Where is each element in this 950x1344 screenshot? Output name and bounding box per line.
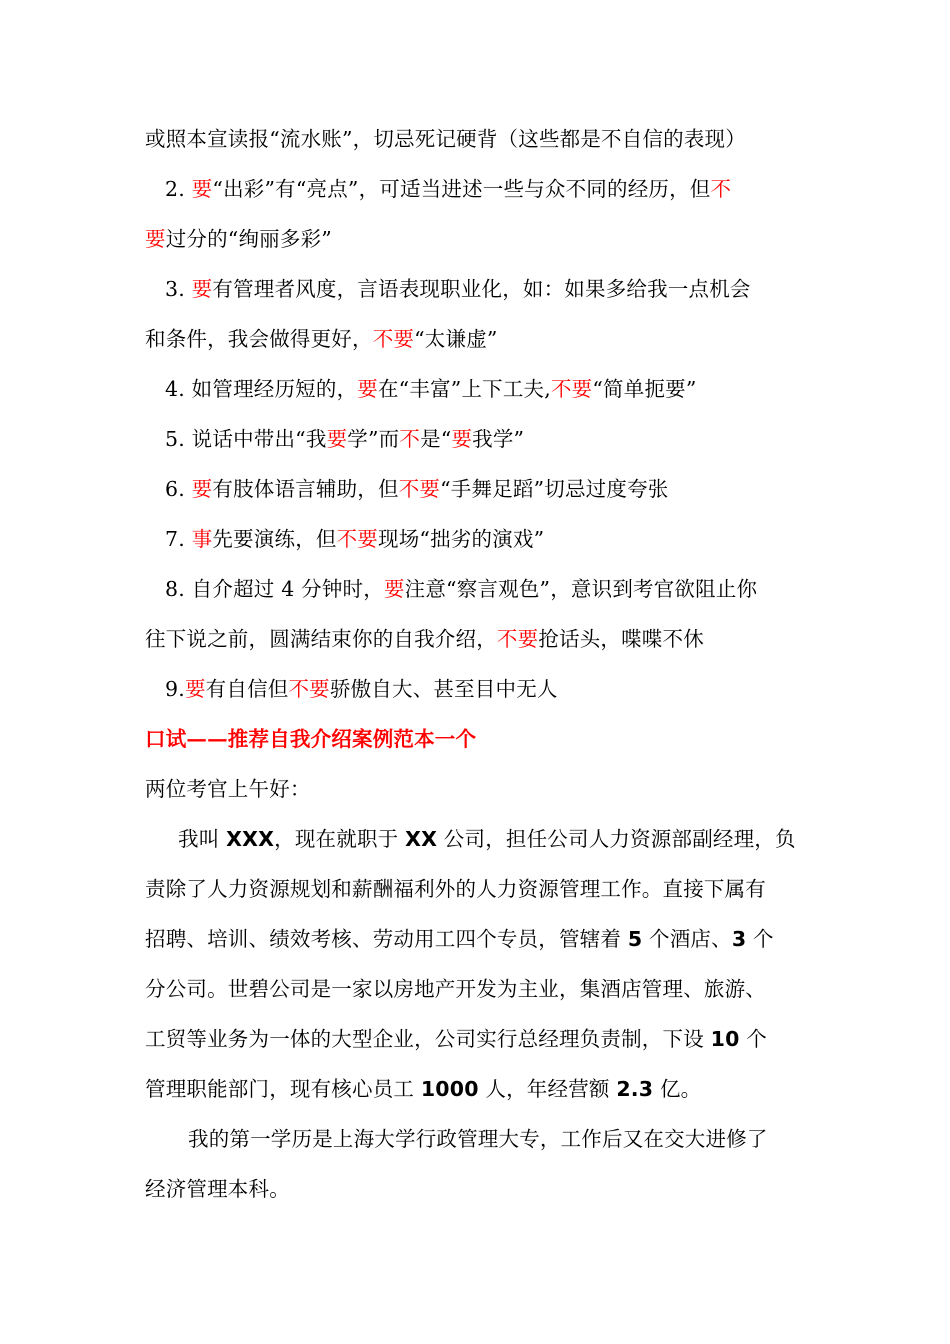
text-span: 我的第一学历是上海大学行政管理大专，工作后又在交大进修了: [188, 1127, 768, 1151]
text-span: 5. 说话中带出“我: [165, 427, 327, 451]
paragraph-1-line-4: [145, 974, 815, 1004]
list-item-9: [165, 674, 835, 704]
text-span: 亿。: [653, 1077, 702, 1101]
text-span: 4. 如管理经历短的，: [165, 377, 358, 401]
text-span: 在“丰富”上下工夫,: [377, 377, 551, 401]
list-item-8: [165, 574, 835, 604]
text-span: 我叫: [178, 827, 227, 851]
list-item-3: [165, 274, 835, 304]
paragraph-1-line-2: [145, 874, 815, 904]
emphasis-text: 要: [451, 427, 473, 451]
text-span: 先要演练，但: [212, 527, 337, 551]
text-line-continuation: [145, 224, 815, 254]
text-span: 现场“拙劣的演戏”: [378, 527, 545, 551]
text-line-1: [145, 124, 815, 154]
text-span: 学”而: [347, 427, 400, 451]
text-line-continuation: [145, 324, 815, 354]
bold-text: 10: [710, 1027, 740, 1051]
paragraph-2-line-1: [188, 1124, 818, 1154]
bold-text: 1000: [420, 1077, 479, 1101]
text-span: ，现在就职于: [274, 827, 406, 851]
text-span: 经济管理本科。: [145, 1177, 290, 1201]
text-span: 工贸等业务为一体的大型企业，公司实行总经理负责制，下设: [145, 1027, 711, 1051]
text-span: 或照本宣读报“流水账”，切忌死记硬背（这些都是不自信的表现）: [145, 127, 746, 151]
paragraph-1-line-1: [178, 824, 818, 854]
emphasis-text: 要: [326, 427, 348, 451]
list-item-5: [165, 424, 835, 454]
text-span: 人，年经营额: [478, 1077, 617, 1101]
list-item-6: [165, 474, 835, 504]
emphasis-text: 要: [191, 477, 213, 501]
text-span: 骄傲自大、甚至目中无人: [329, 677, 558, 701]
text-span: “手舞足蹈”切忌过度夸张: [440, 477, 669, 501]
list-number: 3.: [165, 277, 192, 301]
text-span: “出彩”有“亮点”，可适当进述一些与众不同的经历，但: [212, 177, 711, 201]
emphasis-text: 不要: [336, 527, 378, 551]
list-number: 2.: [165, 177, 192, 201]
emphasis-text: 不要: [398, 477, 441, 501]
emphasis-text: 不要: [372, 327, 415, 351]
emphasis-text: 不: [710, 177, 732, 201]
section-heading: [145, 724, 815, 754]
text-span: 责除了人力资源规划和薪酬福利外的人力资源管理工作。直接下属有: [145, 877, 766, 901]
paragraph-1-line-3: [145, 924, 815, 954]
list-number: 7.: [165, 527, 192, 551]
text-span: 两位考官上午好：: [145, 777, 311, 801]
text-span: 个: [746, 927, 774, 951]
text-span: “太谦虚”: [414, 327, 498, 351]
text-span: 注意“察言观色”，意识到考官欲阻止你: [404, 577, 758, 601]
heading-text: 口试——推荐自我介绍案例范本一个: [145, 727, 477, 751]
list-number: 9.: [165, 677, 185, 701]
emphasis-text: 要: [145, 227, 166, 251]
text-span: 有管理者风度，言语表现职业化，如：如果多给我一点机会: [212, 277, 751, 301]
text-span: 往下说之前，圆满结束你的自我介绍，: [145, 627, 497, 651]
emphasis-text: 要: [357, 377, 378, 401]
emphasis-text: 要: [184, 677, 206, 701]
bold-text: 2.3: [616, 1077, 654, 1101]
emphasis-text: 不要: [288, 677, 330, 701]
text-span: 有自信但: [205, 677, 289, 701]
paragraph-1-line-5: [145, 1024, 815, 1054]
text-span: 过分的“绚丽多彩”: [165, 227, 332, 251]
emphasis-text: 不要: [550, 377, 593, 401]
list-item-2: [165, 174, 835, 204]
bold-text: XXX: [226, 827, 275, 851]
bold-text: XX: [405, 827, 438, 851]
text-span: 8. 自介超过 4 分钟时，: [165, 577, 384, 601]
list-item-4: [165, 374, 835, 404]
paragraph-1-line-6: [145, 1074, 815, 1104]
text-span: 个: [739, 1027, 767, 1051]
emphasis-text: 要: [191, 177, 213, 201]
text-span: 有肢体语言辅助，但: [212, 477, 399, 501]
emphasis-text: 要: [383, 577, 405, 601]
list-number: 6.: [165, 477, 192, 501]
list-item-7: [165, 524, 835, 554]
text-span: 是“: [420, 427, 452, 451]
emphasis-text: 事: [191, 527, 213, 551]
text-span: 分公司。世碧公司是一家以房地产开发为主业，集酒店管理、旅游、: [145, 977, 766, 1001]
bold-text: 5: [627, 927, 643, 951]
text-span: “简单扼要”: [592, 377, 697, 401]
text-span: 个酒店、: [642, 927, 732, 951]
emphasis-text: 不: [399, 427, 421, 451]
text-span: 公司，担任公司人力资源部副经理，负: [437, 827, 796, 851]
text-line-continuation: [145, 624, 815, 654]
text-span: 管理职能部门，现有核心员工: [145, 1077, 421, 1101]
text-span: 招聘、培训、绩效考核、劳动用工四个专员，管辖着: [145, 927, 628, 951]
emphasis-text: 要: [191, 277, 213, 301]
text-span: 抢话头，喋喋不休: [538, 627, 704, 651]
greeting-line: [145, 774, 815, 804]
text-span: 我学”: [472, 427, 525, 451]
emphasis-text: 不要: [496, 627, 539, 651]
paragraph-2-line-2: [145, 1174, 815, 1204]
bold-text: 3: [731, 927, 747, 951]
text-span: 和条件，我会做得更好，: [145, 327, 373, 351]
